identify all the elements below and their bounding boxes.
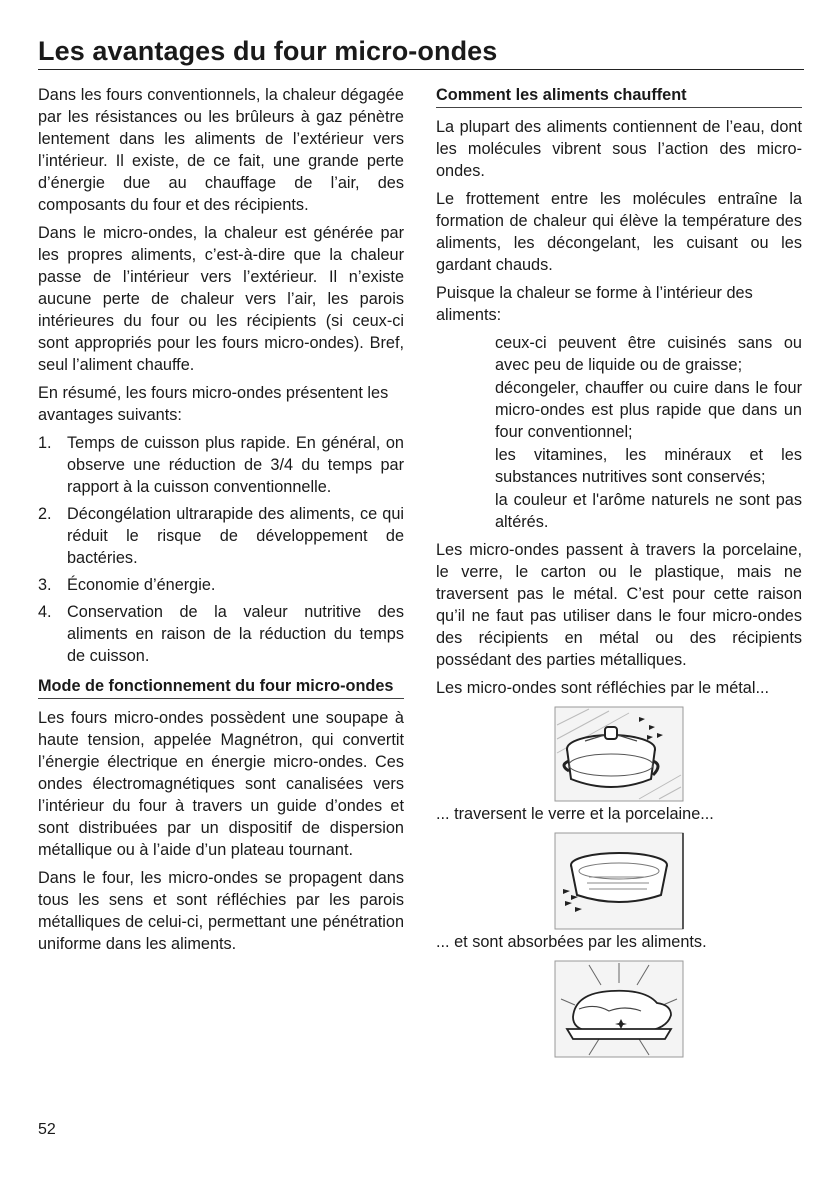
advantages-list — [38, 432, 404, 667]
section-heading-heating: Comment les aliments chauffent — [436, 84, 802, 108]
property-item: la couleur et l'arôme naturels ne sont pas altérés. — [495, 491, 802, 531]
heating-paragraph-5: Les micro-ondes sont réfléchies par le métal... — [436, 679, 770, 697]
properties-list — [436, 332, 802, 533]
heating-paragraph-2: Le frottement entre les molécules entraîne la formation de chaleur qui élève la température des aliments, les décongelant, les cuisant ou les gardant chauds. — [436, 190, 802, 274]
caption-food-absorption: ... et sont absorbées par les aliments. — [436, 933, 707, 951]
section-heading-operation: Mode de fonctionnement du four micro-ondes — [38, 675, 404, 699]
operation-paragraph-2: Dans le four, les micro-ondes se propagent dans tous les sens et sont réfléchies par les parois métalliques de celui-ci, permettant une pénétration uniforme dans les aliments. — [38, 869, 404, 953]
heating-paragraph-1: La plupart des aliments contiennent de l’eau, dont les molécules vibrent sous l’action des micro-ondes. — [436, 118, 802, 180]
summary-paragraph: En résumé, les fours micro-ondes présentent les avantages suivants: — [38, 384, 389, 424]
operation-paragraph-1: Les fours micro-ondes possèdent une soupape à haute tension, appelée Magnétron, qui convertit l’énergie électrique en énergie micro-ondes. Ces ondes électromagnétiques sont canalisées vers l’intérieur du four à travers un guide d’ondes et sont distribuées par un dispositif de dispersion métallique ou à l’aide d’un plateau tournant. — [38, 709, 404, 859]
advantage-item: 4. Conservation de la valeur nutritive des aliments en raison de la réduction du temps de cuisson. — [38, 603, 404, 665]
caption-glass-porcelain: ... traversent le verre et la porcelaine... — [436, 805, 714, 823]
advantage-item: 2. Décongélation ultrarapide des aliments, ce qui réduit le risque de développement de bactéries. — [38, 505, 404, 567]
left-column — [38, 84, 404, 961]
metal-pot-reflection-illustration — [549, 705, 689, 803]
property-item: ceux-ci peuvent être cuisinés sans ou avec peu de liquide ou de graisse; — [495, 334, 802, 374]
intro-paragraph-2: Dans le micro-ondes, la chaleur est générée par les propres aliments, c’est-à-dire que la chaleur passe de l’intérieur vers l’extérieur. Il n’existe aucune perte de chaleur vers l’air, les parois intérieures du four ou les récipients (si ceux-ci sont appropriés pour les fours micro-ondes). Bref, seul l’aliment chauffe. — [38, 224, 404, 374]
advantage-item: 3. Économie d’énergie. — [38, 576, 216, 594]
advantage-item: 1. Temps de cuisson plus rapide. En général, on observe une réduction de 3/4 du temps par rapport à la cuisson conventionnelle. — [38, 434, 404, 496]
page-title: Les avantages du four micro-ondes — [38, 36, 804, 70]
property-item: décongeler, chauffer ou cuire dans le four micro-ondes est plus rapide que dans un four conventionnel; — [495, 379, 802, 441]
glass-dish-illustration — [549, 831, 689, 931]
intro-paragraph-1: Dans les fours conventionnels, la chaleur dégagée par les résistances ou les brûleurs à gaz pénètre lentement dans les aliments de l’extérieur vers l’intérieur. Il existe, de ce fait, une grande perte d’énergie due au chauffage de l’air, des composants du four et des récipients. — [38, 86, 404, 214]
heating-paragraph-3: Puisque la chaleur se forme à l’intérieur des aliments: — [436, 284, 753, 324]
roast-chicken-illustration — [549, 959, 689, 1059]
property-item: les vitamines, les minéraux et les substances nutritives sont conservés; — [495, 446, 802, 486]
page-number: 52 — [38, 1121, 56, 1138]
heating-paragraph-4: Les micro-ondes passent à travers la porcelaine, le verre, le carton ou le plastique, mais ne traversent pas le métal. C’est pour cette raison qu’il ne faut pas utiliser dans le four micro-ondes des récipients en métal ou des récipients possédant des parties métalliques. — [436, 541, 802, 669]
right-column — [436, 84, 802, 1059]
